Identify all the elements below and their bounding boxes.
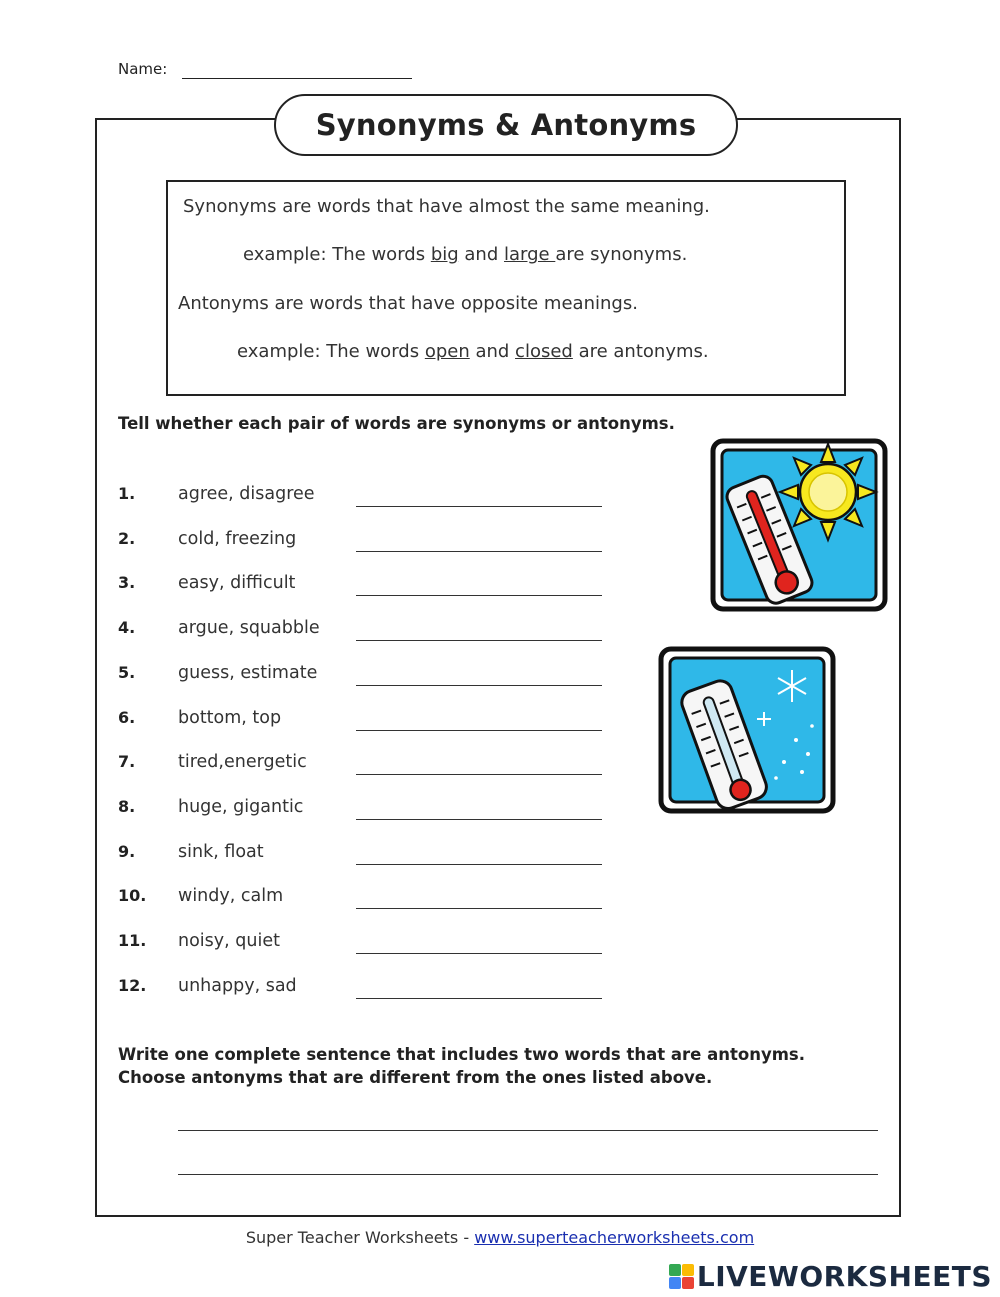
- word-pair-row: [118, 752, 608, 778]
- liveworksheets-logo-icon: [669, 1264, 695, 1290]
- word-pair: sink, float: [178, 841, 264, 862]
- example-word-closed: closed: [515, 341, 573, 362]
- word-pair-row: [118, 663, 608, 689]
- answer-input[interactable]: [356, 618, 602, 641]
- example-word-large: large: [503, 244, 556, 265]
- example-prefix: example: The words: [243, 244, 431, 265]
- example-suffix: are synonyms.: [555, 244, 688, 265]
- answer-input[interactable]: [356, 797, 602, 820]
- brand-name: LIVEWORKSHEETS: [696, 1260, 992, 1293]
- cold-thermometer-icon: [656, 644, 838, 816]
- item-number: 11.: [118, 931, 147, 950]
- item-number: 4.: [118, 618, 136, 638]
- answer-input[interactable]: [356, 976, 602, 999]
- word-pair: easy, difficult: [178, 573, 296, 594]
- sentence-instruction-line-1: Write one complete sentence that includes two words that are antonyms.: [118, 1045, 805, 1064]
- answer-input[interactable]: [356, 529, 602, 552]
- word-pair: tired,energetic: [178, 752, 307, 773]
- example-prefix: example: The words: [237, 341, 425, 362]
- item-number: 10.: [118, 886, 147, 906]
- item-number: 2.: [118, 528, 136, 548]
- answer-input[interactable]: [356, 484, 602, 507]
- word-pair: bottom, top: [178, 707, 282, 728]
- answer-input[interactable]: [356, 752, 602, 775]
- item-number: 5.: [118, 662, 136, 682]
- word-pair-row: [118, 976, 608, 1002]
- word-pair: unhappy, sad: [178, 975, 297, 996]
- word-pair: noisy, quiet: [178, 931, 280, 951]
- word-pair: cold, freezing: [178, 528, 297, 549]
- synonym-example: [243, 244, 687, 265]
- word-pair-row: [118, 842, 608, 868]
- footer: [0, 1228, 1000, 1247]
- word-pair-row: [118, 529, 608, 555]
- antonym-definition: Antonyms are words that have opposite meanings.: [178, 293, 638, 314]
- footer-link[interactable]: www.superteacherworksheets.com: [474, 1228, 755, 1247]
- item-number: 9.: [118, 841, 136, 861]
- word-pair-row: [118, 797, 608, 823]
- example-and: and: [469, 341, 516, 362]
- word-pair-row: [118, 618, 608, 644]
- answer-input[interactable]: [356, 931, 602, 954]
- name-label: Name:: [118, 60, 168, 78]
- sentence-instruction-line-2: Choose antonyms that are different from the ones listed above.: [118, 1068, 713, 1087]
- item-number: 6.: [118, 707, 136, 727]
- answer-input[interactable]: [356, 663, 602, 686]
- word-pair-row: [118, 484, 608, 510]
- page-title: Synonyms & Antonyms: [274, 94, 738, 156]
- word-pair: argue, squabble: [178, 618, 320, 639]
- name-field[interactable]: [182, 60, 412, 79]
- example-and: and: [458, 244, 504, 265]
- answer-input[interactable]: [356, 842, 602, 865]
- word-pair-row: [118, 931, 608, 957]
- sentence-answer-line-2[interactable]: [178, 1150, 878, 1175]
- word-pair-row: [118, 886, 608, 912]
- word-pair: agree, disagree: [178, 484, 315, 504]
- item-number: 7.: [118, 752, 136, 772]
- word-pair-row: [118, 708, 608, 734]
- sentence-answer-line-1[interactable]: [178, 1106, 878, 1131]
- item-number: 8.: [118, 796, 136, 816]
- answer-input[interactable]: [356, 708, 602, 731]
- synonym-definition: Synonyms are words that have almost the same meaning.: [183, 196, 710, 217]
- example-word-big: big: [430, 244, 459, 265]
- example-suffix: are antonyms.: [572, 341, 709, 362]
- instruction-text: Tell whether each pair of words are synonyms or antonyms.: [118, 414, 675, 433]
- item-number: 3.: [118, 573, 136, 593]
- example-word-open: open: [424, 341, 470, 362]
- hot-thermometer-icon: [708, 436, 890, 614]
- item-number: 1.: [118, 484, 136, 503]
- antonym-example: [237, 341, 709, 362]
- footer-text: Super Teacher Worksheets -: [245, 1228, 475, 1247]
- answer-input[interactable]: [356, 573, 602, 596]
- sentence-instruction: [118, 1043, 805, 1089]
- word-pair-row: [118, 573, 608, 599]
- liveworksheets-brand: [669, 1260, 992, 1293]
- word-pair: guess, estimate: [178, 662, 318, 683]
- item-number: 12.: [118, 975, 147, 995]
- word-pair: huge, gigantic: [178, 796, 304, 817]
- answer-input[interactable]: [356, 886, 602, 909]
- word-pair: windy, calm: [178, 886, 284, 907]
